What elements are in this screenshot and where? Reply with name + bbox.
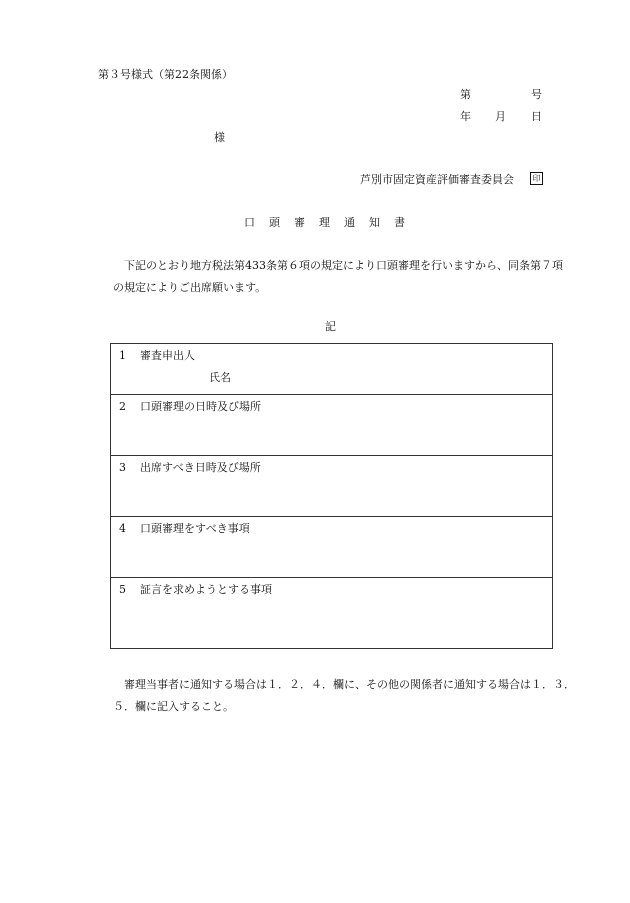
row-number: 1 xyxy=(119,349,126,362)
row-number: 4 xyxy=(119,522,126,535)
row-label: 出席すべき日時及び場所 xyxy=(140,461,261,474)
entry-table xyxy=(110,343,553,649)
title-char: 頭 xyxy=(269,216,280,229)
row-label: 証言を求めようとする事項 xyxy=(140,583,272,596)
row-sublabel-name: 氏名 xyxy=(209,371,231,384)
row-number: 5 xyxy=(119,583,126,596)
title-char: 書 xyxy=(394,216,405,229)
title-char: 口 xyxy=(244,216,255,229)
table-row xyxy=(111,517,552,578)
issuer-name: 芦別市固定資産評価審査委員会 xyxy=(360,173,514,186)
body-paragraph: 下記のとおり地方税法第433条第６項の規定により口頭審理を行いますから、同条第７項の規定によりご出席願います。 xyxy=(113,259,563,294)
form-number: 第３号様式（第22条関係） xyxy=(98,68,233,81)
table-row xyxy=(111,344,552,395)
date-month-label: 月 xyxy=(495,110,506,123)
row-number: 2 xyxy=(119,400,126,413)
document-number-suffix: 号 xyxy=(531,88,542,101)
date-year-label: 年 xyxy=(460,110,471,123)
table-row xyxy=(111,395,552,456)
title-char: 審 xyxy=(294,216,305,229)
table-row xyxy=(111,578,552,648)
addressee-honorific: 様 xyxy=(214,131,225,144)
row-label: 口頭審理をすべき事項 xyxy=(140,522,250,535)
row-label: 審査申出人 xyxy=(140,349,195,362)
instruction-note: 審理当事者に通知する場合は１．２．４．欄に、その他の関係者に通知する場合は１．３．５．欄に記入すること。 xyxy=(113,678,575,713)
document-title xyxy=(244,216,405,230)
ki-heading: 記 xyxy=(325,320,336,333)
seal-stamp: 印 xyxy=(530,172,543,185)
table-row xyxy=(111,456,552,517)
date-day-label: 日 xyxy=(531,110,542,123)
title-char: 通 xyxy=(344,216,355,229)
row-label: 口頭審理の日時及び場所 xyxy=(140,400,261,413)
title-char: 理 xyxy=(319,216,330,229)
title-char: 知 xyxy=(369,216,380,229)
row-number: 3 xyxy=(119,461,126,474)
document-number-label: 第 xyxy=(460,88,471,101)
